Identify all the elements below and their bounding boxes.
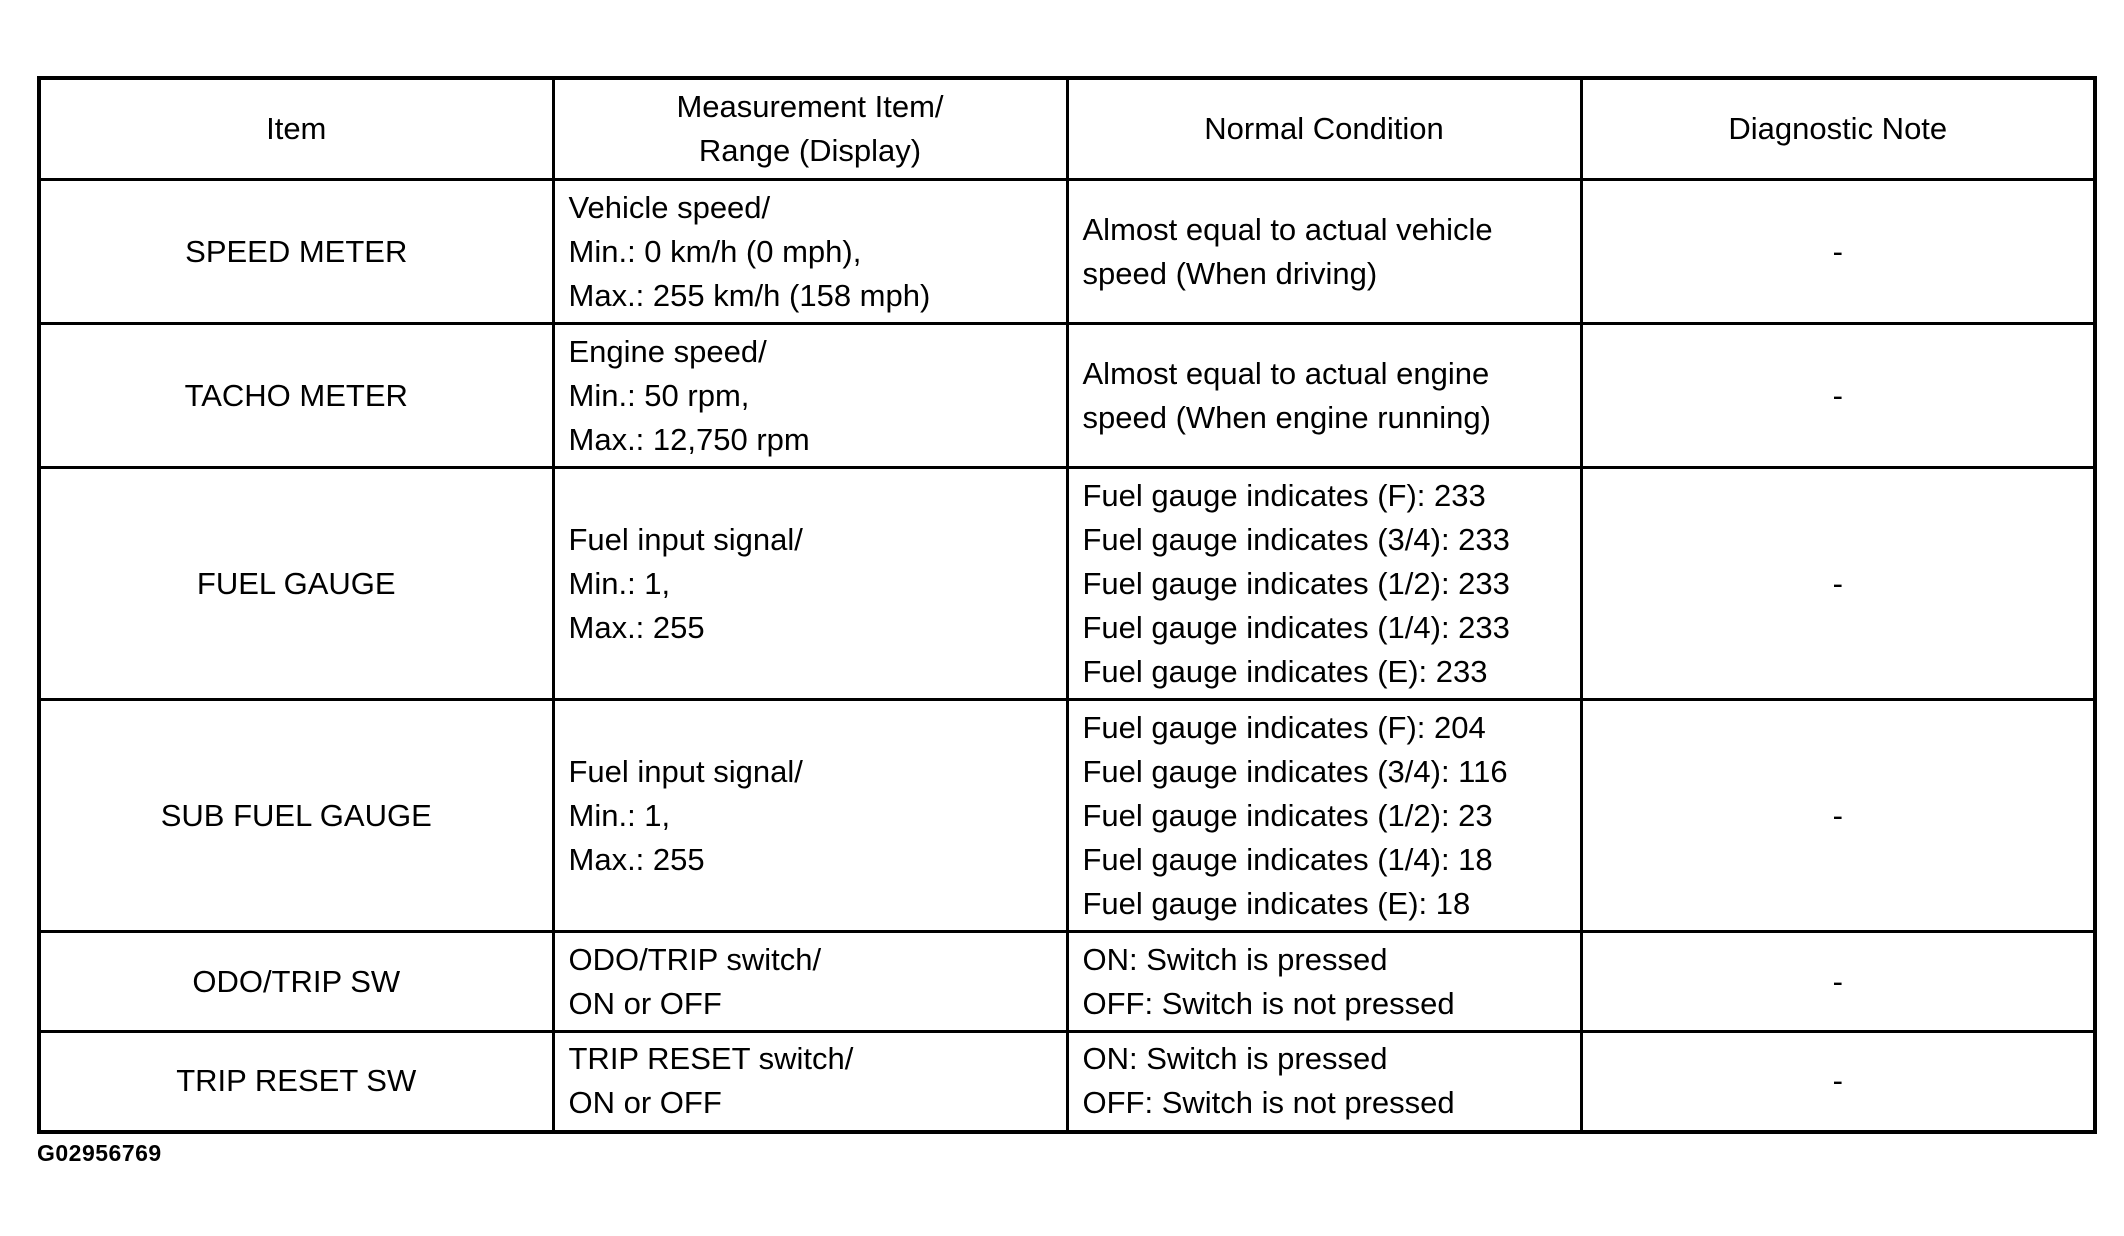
condition-line: speed (When engine running): [1082, 399, 1491, 435]
header-item: [39, 78, 553, 180]
cell-condition: [1067, 324, 1581, 468]
condition-line: Almost equal to actual vehicle: [1082, 211, 1493, 247]
condition-line: Fuel gauge indicates (1/4): 18: [1082, 841, 1493, 877]
range-line: Engine speed/: [568, 333, 767, 369]
range-line: ON or OFF: [568, 985, 722, 1021]
condition-line: Almost equal to actual engine: [1082, 355, 1490, 391]
cell-note: -: [1581, 700, 2095, 932]
condition-line: OFF: Switch is not pressed: [1082, 1085, 1455, 1121]
range-line: Min.: 1,: [568, 797, 671, 833]
table-header-row: [39, 78, 2095, 180]
range-line: Max.: 255: [568, 841, 705, 877]
table-row: [39, 1032, 2095, 1132]
table-row: [39, 700, 2095, 932]
range-line: Max.: 255: [568, 609, 705, 645]
condition-line: Fuel gauge indicates (F): 233: [1082, 477, 1486, 513]
condition-line: Fuel gauge indicates (3/4): 233: [1082, 521, 1510, 557]
cell-range: [553, 468, 1067, 700]
condition-line: ON: Switch is pressed: [1082, 941, 1388, 977]
range-line: Min.: 50 rpm,: [568, 377, 750, 413]
condition-line: Fuel gauge indicates (F): 204: [1082, 709, 1486, 745]
cell-item: TRIP RESET SW: [39, 1032, 553, 1132]
cell-condition: [1067, 932, 1581, 1032]
header-measurement-line-2: Range (Display): [698, 133, 922, 168]
condition-line: OFF: Switch is not pressed: [1082, 985, 1455, 1021]
table-row: [39, 932, 2095, 1032]
header-diagnostic-note: [1581, 78, 2095, 180]
cell-item: SUB FUEL GAUGE: [39, 700, 553, 932]
cell-condition: [1067, 180, 1581, 324]
cell-item: ODO/TRIP SW: [39, 932, 553, 1032]
cell-item: SPEED METER: [39, 180, 553, 324]
cell-condition: [1067, 468, 1581, 700]
cell-range: [553, 700, 1067, 932]
cell-range: [553, 324, 1067, 468]
range-line: ON or OFF: [568, 1085, 722, 1121]
table-row: [39, 324, 2095, 468]
condition-line: Fuel gauge indicates (1/4): 233: [1082, 609, 1510, 645]
header-diagnostic-note-text: Diagnostic Note: [1728, 111, 1948, 146]
condition-line: Fuel gauge indicates (1/2): 23: [1082, 797, 1493, 833]
cell-note: -: [1581, 1032, 2095, 1132]
cell-note: -: [1581, 180, 2095, 324]
table-row: [39, 468, 2095, 700]
range-line: Min.: 0 km/h (0 mph),: [568, 233, 862, 269]
cell-item: FUEL GAUGE: [39, 468, 553, 700]
condition-line: ON: Switch is pressed: [1082, 1041, 1388, 1077]
range-line: ODO/TRIP switch/: [568, 941, 822, 977]
range-line: Fuel input signal/: [568, 753, 803, 789]
range-line: TRIP RESET switch/: [568, 1041, 854, 1077]
range-line: Fuel input signal/: [568, 521, 803, 557]
range-line: Vehicle speed/: [568, 189, 771, 225]
header-item-text: Item: [266, 111, 327, 146]
header-measurement-range: [553, 78, 1067, 180]
cell-range: [553, 180, 1067, 324]
range-line: Max.: 255 km/h (158 mph): [568, 277, 931, 313]
figure-id: G02956769: [37, 1140, 162, 1166]
condition-line: speed (When driving): [1082, 255, 1378, 291]
data-list-table: [37, 76, 2097, 1134]
cell-item: TACHO METER: [39, 324, 553, 468]
cell-note: -: [1581, 468, 2095, 700]
condition-line: Fuel gauge indicates (3/4): 116: [1082, 753, 1508, 789]
range-line: Max.: 12,750 rpm: [568, 421, 810, 457]
cell-range: [553, 1032, 1067, 1132]
cell-condition: [1067, 1032, 1581, 1132]
cell-note: -: [1581, 324, 2095, 468]
cell-range: [553, 932, 1067, 1032]
condition-line: Fuel gauge indicates (E): 18: [1082, 885, 1471, 921]
table-row: [39, 180, 2095, 324]
cell-condition: [1067, 700, 1581, 932]
header-normal-condition: [1067, 78, 1581, 180]
condition-line: Fuel gauge indicates (E): 233: [1082, 653, 1488, 689]
header-normal-condition-text: Normal Condition: [1204, 111, 1444, 146]
condition-line: Fuel gauge indicates (1/2): 233: [1082, 565, 1510, 601]
range-line: Min.: 1,: [568, 565, 671, 601]
cell-note: -: [1581, 932, 2095, 1032]
header-measurement-line-1: Measurement Item/: [676, 89, 944, 124]
